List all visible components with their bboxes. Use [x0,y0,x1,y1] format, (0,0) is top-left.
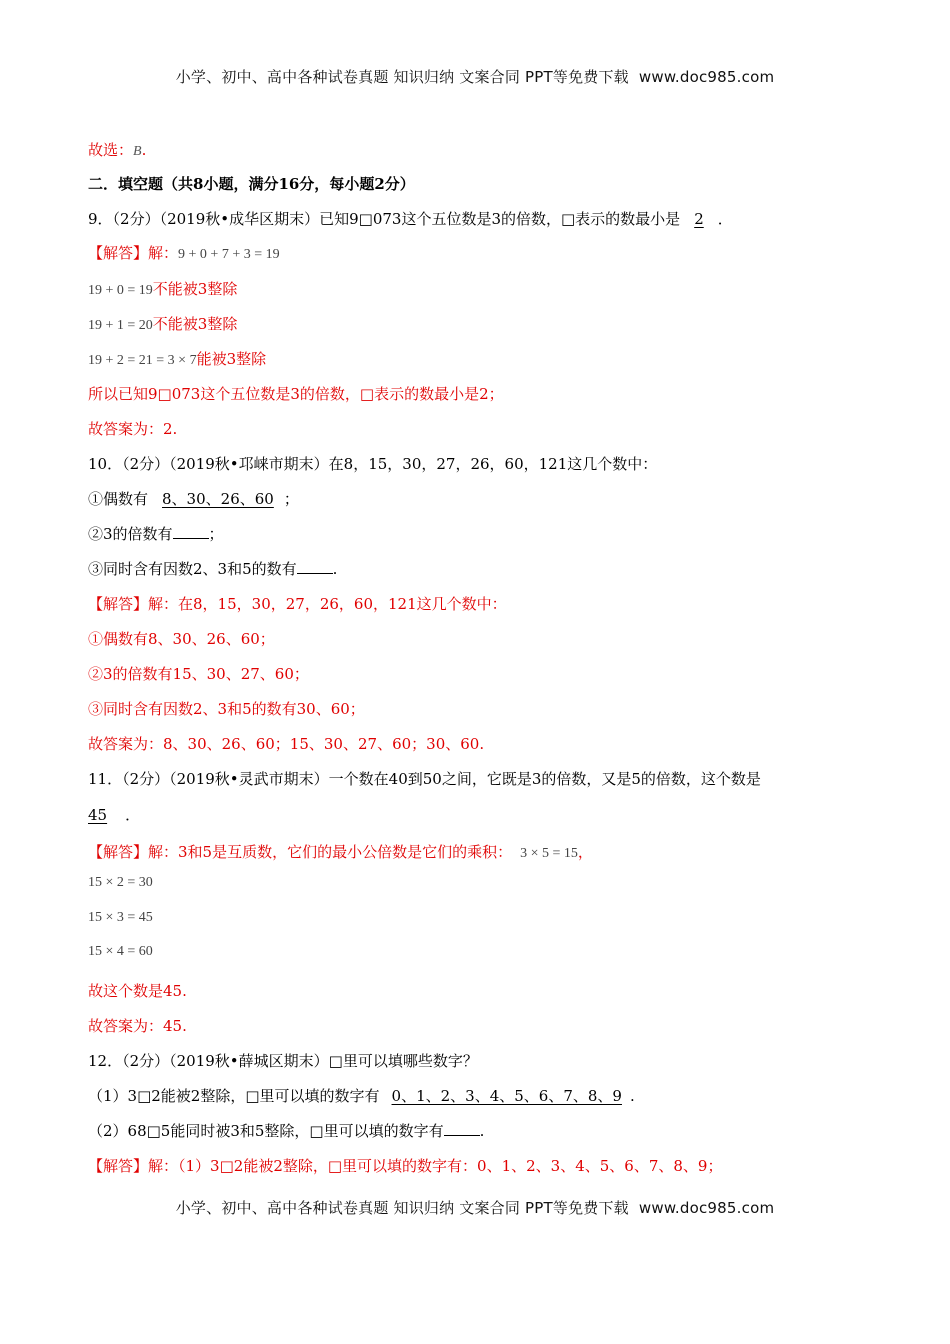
q10-part1 [88,489,299,509]
q9-text: 9．（2分）（2019秋•成华区期末）已知9□073这个五位数是3的倍数，□表示的数最小是 [88,210,681,228]
page-footer [0,1197,950,1218]
q12-question: 12．（2分）（2019秋•薛城区期末）□里可以填哪些数字？ [88,1052,478,1070]
q11-solution-start [88,842,593,864]
footer-url[interactable]: www.doc985.com [638,1199,775,1217]
q12-solution-start [88,1156,722,1176]
q9-expr4: 19 + 2 = 21 = 3 × 7 [88,353,197,368]
prev-end: . [141,141,147,159]
header-url[interactable]: www.doc985.com [638,68,775,86]
q11-answer-line [88,805,140,825]
q10-sol-intro: 解：在8，15，30，27，26，60，121这几个数中： [148,595,507,613]
q10-p3-label: ③同时含有因数2、3和5的数有 [88,560,297,578]
q12-p1-end: . [629,1087,635,1105]
q10-p1-answer: 8、30、26、60 [162,490,274,508]
prev-answer-line [88,140,146,162]
q12-p2-label: （2）68□5能同时被3和5整除，□里可以填的数字有 [88,1122,444,1140]
q9-note3: 不能被3整除 [152,315,238,333]
q11-sol-text: 解：3和5是互质数，它们的最小公倍数是它们的乘积： [148,843,513,861]
q10-tag: 【解答】 [88,595,149,613]
q12-sol1: 解：（1）3□2能被2整除，□里可以填的数字有：0、1、2、3、4、5、6、7、8、9； [148,1157,723,1175]
footer-text: 小学、初中、高中各种试卷真题 知识归纳 文案合同 PPT等免费下载 [175,1199,629,1217]
prev-label: 故选： [88,141,134,159]
q11-final: 故答案为：45. [88,1017,187,1035]
prev-choice: B [133,144,142,159]
q12-p1-answer: 0、1、2、3、4、5、6、7、8、9 [391,1087,622,1105]
q9-expr2: 19 + 0 = 19 [88,283,153,298]
q11-expr2: 15 × 3 = 45 [88,910,153,925]
q10-p2-end: ； [208,525,224,543]
q10-part2 [88,524,224,544]
q10-p3-end: . [332,560,338,578]
q10-final: 故答案为：8、30、26、60；15、30、27、60；30、60. [88,735,485,753]
q11-expr1: 15 × 2 = 30 [88,875,153,890]
q11-end: ． [125,806,141,824]
q9-tag: 【解答】 [88,244,149,262]
page-header [0,66,950,87]
q9-conclusion: 所以已知9□073这个五位数是3的倍数，□表示的数最小是2； [88,385,504,403]
q10-solution-start [88,594,507,614]
q12-p2-end: . [479,1122,485,1140]
q12-tag: 【解答】 [88,1157,149,1175]
q9-final: 故答案为：2. [88,420,178,438]
q12-part2 [88,1121,484,1141]
q9-expr3: 19 + 1 = 20 [88,318,153,333]
q9-expr1: 9 + 0 + 7 + 3 = 19 [178,247,280,262]
q10-question: 10．（2分）（2019秋•邛崃市期末）在8，15，30，27，26，60，121这几个数中： [88,455,658,473]
q11-question: 11．（2分）（2019秋•灵武市期末）一个数在40到50之间，它既是3的倍数，又是5的倍数，这个数是 [88,770,761,788]
q11-tag: 【解答】 [88,843,149,861]
q9-jie: 解： [148,244,179,262]
q11-conclusion: 故这个数是45. [88,982,187,1000]
q9-step3 [88,314,237,336]
q10-sol1: ①偶数有8、30、26、60； [88,630,275,648]
q10-p1-end: ； [283,490,299,508]
q9-solution-start [88,243,280,265]
q11-answer: 45 [88,806,108,824]
q10-part3 [88,559,337,579]
section-title: 二．填空题（共8小题，满分16分，每小题2分） [88,175,415,193]
q9-note4: 能被3整除 [196,350,267,368]
q11-sol-expr: 3 × 5 = 15 [520,846,578,861]
q10-sol3: ③同时含有因数2、3和5的数有30、60； [88,700,365,718]
q12-part1 [88,1086,635,1106]
q9-step2 [88,279,237,301]
q9-end: ． [717,210,733,228]
q9-answer: 2 [694,210,704,228]
q9-step4 [88,349,266,371]
q12-p2-blank [444,1121,480,1136]
q9-question [88,209,733,229]
q10-p1-label: ①偶数有 [88,490,149,508]
q11-expr3: 15 × 4 = 60 [88,944,153,959]
q11-sol-end: ， [577,843,593,861]
q9-note2: 不能被3整除 [152,280,238,298]
q10-p3-blank [297,559,333,574]
q10-p2-label: ②3的倍数有 [88,525,173,543]
q12-p1-label: （1）3□2能被2整除，□里可以填的数字有 [88,1087,380,1105]
q10-sol2: ②3的倍数有15、30、27、60； [88,665,309,683]
header-text: 小学、初中、高中各种试卷真题 知识归纳 文案合同 PPT等免费下载 [175,68,629,86]
q10-p2-blank [173,524,209,539]
